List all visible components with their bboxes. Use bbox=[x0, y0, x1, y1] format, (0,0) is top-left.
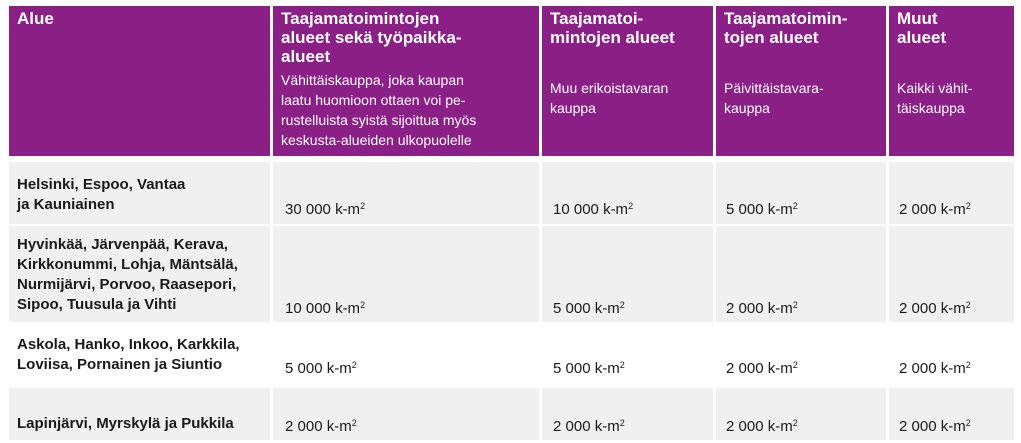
column-divider bbox=[539, 6, 542, 440]
header-subtitle: Muu erikoistavaran kauppa bbox=[550, 80, 669, 116]
header-title: Taajamatoi- mintojen alueet bbox=[550, 9, 675, 47]
table-cell: 2 000 $k-m^2$ bbox=[726, 418, 798, 435]
column-divider bbox=[270, 6, 273, 440]
table-row bbox=[9, 226, 1014, 322]
table-cell: 30 000 $k-m^2$ bbox=[285, 201, 366, 218]
header-title: Taajamatoimintojen alueet sekä työpaikka- alueet bbox=[281, 9, 462, 66]
table-cell: 2 000 $k-m^2$ bbox=[899, 418, 971, 435]
table-cell: 5 000 $k-m^2$ bbox=[285, 360, 357, 377]
table-cell: 5 000 $k-m^2$ bbox=[553, 300, 625, 317]
table-row bbox=[9, 324, 1014, 386]
header-subtitle: Päivittäistavara- kauppa bbox=[724, 80, 824, 116]
header-cell-urban-specialty bbox=[542, 6, 713, 156]
table-row bbox=[9, 388, 1014, 440]
table-cell: 2 000 $k-m^2$ bbox=[899, 360, 971, 377]
header-subtitle: Kaikki vähit- täiskauppa bbox=[897, 80, 973, 116]
header-cell-urban-daily-goods bbox=[716, 6, 886, 156]
header-subtitle: Vähittäiskauppa, joka kaupan laatu huomioon ottaen voi pe- rustelluista syistä sijoittua myös keskusta-alueiden ulkopuolelle bbox=[281, 72, 477, 148]
column-divider bbox=[713, 6, 716, 440]
table-cell: 2 000 $k-m^2$ bbox=[285, 418, 357, 435]
header-title: Alue bbox=[17, 9, 54, 28]
header-title: Taajamatoimin- tojen alueet bbox=[724, 9, 848, 47]
header-cell-other-areas bbox=[889, 6, 1014, 156]
table-cell: 10 000 $k-m^2$ bbox=[285, 300, 366, 317]
header-cell-urban-and-workplace bbox=[273, 6, 539, 156]
table-cell: 2 000 $k-m^2$ bbox=[899, 201, 971, 218]
row-area: Lapinjärvi, Myrskylä ja Pukkila bbox=[17, 415, 234, 432]
table-cell: 2 000 $k-m^2$ bbox=[899, 300, 971, 317]
table-cell: 2 000 $k-m^2$ bbox=[726, 360, 798, 377]
row-area: Helsinki, Espoo, Vantaa ja Kauniainen bbox=[17, 176, 186, 213]
table-cell: 2 000 $k-m^2$ bbox=[726, 300, 798, 317]
table-cell: 2 000 $k-m^2$ bbox=[553, 418, 625, 435]
row-area: Askola, Hanko, Inkoo, Karkkila, Loviisa, Pornainen ja Siuntio bbox=[17, 336, 240, 373]
table-cell: 5 000 $k-m^2$ bbox=[553, 360, 625, 377]
column-divider bbox=[886, 6, 889, 440]
table-row bbox=[9, 162, 1014, 224]
row-area: Hyvinkää, Järvenpää, Kerava, Kirkkonummi, Lohja, Mäntsälä, Nurmijärvi, Porvoo, Raasepori, Sipoo, Tuusula ja Vihti bbox=[17, 236, 238, 313]
table-cell: 5 000 $k-m^2$ bbox=[726, 201, 798, 218]
retail-size-table bbox=[9, 6, 1014, 440]
table-cell: 10 000 $k-m^2$ bbox=[553, 201, 634, 218]
header-title: Muut alueet bbox=[897, 9, 947, 47]
header-cell-area bbox=[9, 6, 270, 156]
